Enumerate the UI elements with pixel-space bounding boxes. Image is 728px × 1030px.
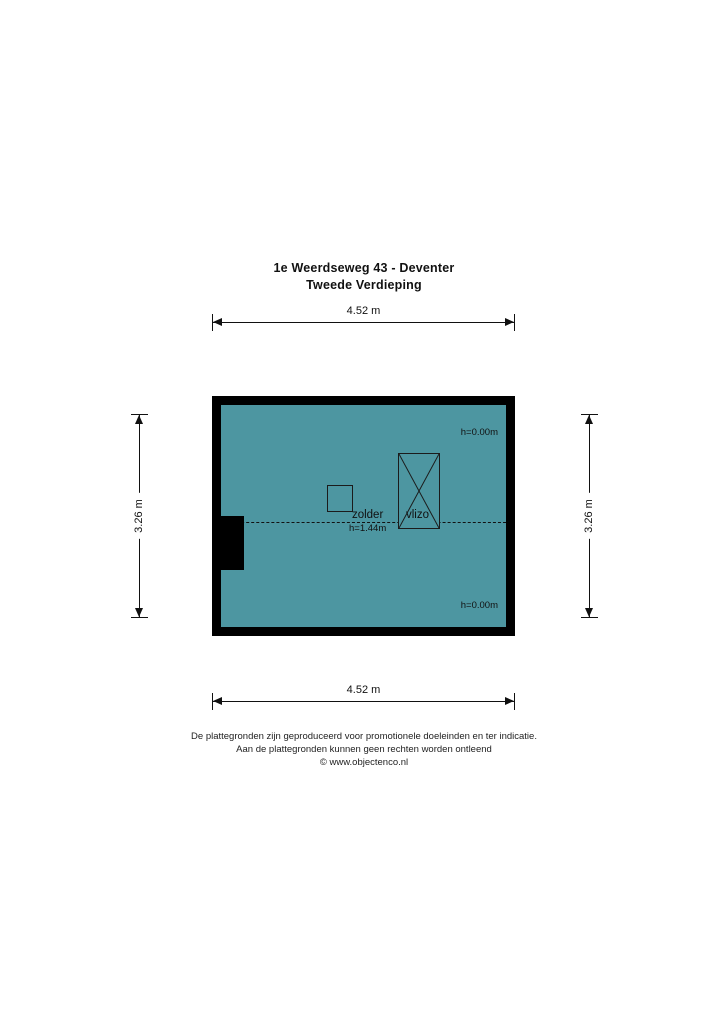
dimension-cap-bottom [581,617,598,618]
dimension-arrow-bottom [135,608,143,617]
room-label-vlizo [406,508,429,522]
dimension-bottom-width [212,684,515,712]
page-title [0,260,728,294]
dimension-bottom-label: 4.52 m [339,684,389,696]
dimension-arrow-top [135,415,143,424]
footer-copyright: © www.objectenco.nl [319,757,409,768]
floor-area [221,405,506,627]
wall-protrusion [212,516,244,570]
title-address: 1e Weerdseweg 43 - Deventer [273,261,455,275]
dimension-line [212,322,515,323]
dimension-left-height [128,414,150,618]
dimension-cap-bottom [131,617,148,618]
dimension-left-label: 3.26 m [129,493,149,539]
height-label-bottom-right: h=0.00m [460,600,498,611]
room-name-zolder: zolder [351,509,384,521]
dimension-label-wrap [212,684,515,696]
room-height-zolder: h=1.44m [349,523,387,534]
dimension-right-label: 3.26 m [579,493,599,539]
dimension-label-wrap [212,305,515,317]
room-name-vlizo: vlizo [406,509,430,521]
dimension-arrow-right [505,318,514,326]
dimension-arrow-top [585,415,593,424]
height-label-top-right: h=0.00m [460,427,498,438]
dimension-arrow-right [505,697,514,705]
title-floor: Tweede Verdieping [306,278,422,292]
floor-plan [212,396,515,636]
dimension-right-height [578,414,600,618]
dimension-line [212,701,515,702]
dimension-top-width [212,305,515,333]
room-label-zolder [349,508,386,536]
dimension-arrow-bottom [585,608,593,617]
footer-line-2: Aan de plattegronden kunnen geen rechten worden ontleend [236,744,492,755]
footer-disclaimer [0,730,728,769]
footer-line-1: De plattegronden zijn geproduceerd voor promotionele doeleinden en ter indicatie. [191,731,537,742]
dimension-arrow-left [213,697,222,705]
dimension-arrow-left [213,318,222,326]
dimension-top-label: 4.52 m [339,305,389,317]
